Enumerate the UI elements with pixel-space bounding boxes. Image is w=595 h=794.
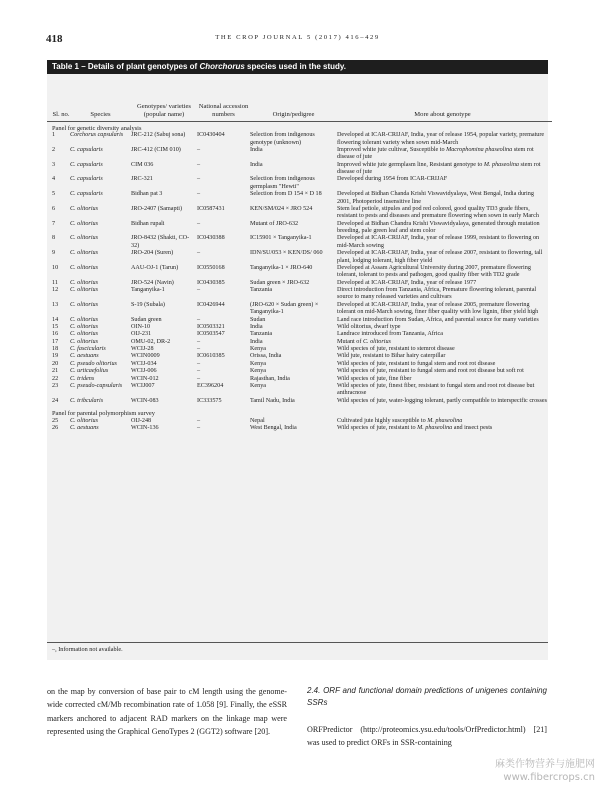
cell-origin: India bbox=[250, 161, 263, 168]
cell-genotype: JRO-204 (Suren) bbox=[131, 250, 174, 257]
genotype-table bbox=[47, 60, 548, 660]
table-header-row bbox=[47, 74, 552, 121]
cell-no: 6 bbox=[52, 205, 56, 212]
cell-no: 7 bbox=[52, 220, 56, 227]
cell-genotype: JRO-8432 (Shakti, CO-32) bbox=[131, 235, 190, 249]
cell-origin: Tamil Nadu, India bbox=[250, 397, 295, 404]
about-text: Improved white jute cultivar, Susceptible to bbox=[337, 146, 447, 153]
cell-accession: – bbox=[197, 375, 201, 382]
cell-genotype: JRC-412 (CIM 010) bbox=[131, 146, 181, 153]
about-italic: M. phaseolina bbox=[427, 417, 463, 424]
cell-no: 10 bbox=[52, 264, 59, 271]
cell-species: C. aestuans bbox=[70, 353, 99, 360]
cell-genotype: Tanganyika-1 bbox=[131, 287, 165, 294]
cell-no: 25 bbox=[52, 417, 59, 424]
table-row bbox=[47, 250, 552, 265]
cell-no: 9 bbox=[52, 250, 56, 257]
cell-genotype: JRO-524 (Navin) bbox=[131, 279, 174, 286]
cell-accession: – bbox=[197, 161, 201, 168]
cell-accession: – bbox=[197, 346, 201, 353]
about-italic: M. phaseolina bbox=[483, 161, 519, 168]
cell-about: Wild jute, resistant to Bihar hairy caterpillar bbox=[337, 353, 446, 360]
cell-species: C. olitorius bbox=[70, 205, 98, 212]
cell-about bbox=[337, 162, 552, 177]
cell-accession: IC0426944 bbox=[197, 301, 225, 308]
cell-genotype: S-19 (Subala) bbox=[131, 301, 165, 308]
cell-about: Developed at ICAR-CRIJAF, India, year of release 1999, resistant to flowering on mid-March sowing bbox=[337, 235, 540, 249]
cell-accession: IC0430404 bbox=[197, 132, 225, 139]
cell-accession: IC0550168 bbox=[197, 264, 225, 271]
cell-about: Developed at Bidhan Chandra Krishi Viswavidyalaya, generated through mutation breeding, pale green leaf and stem color bbox=[337, 220, 540, 235]
cell-about: Developed at Assam Agricultural University during 2007, premature flowering tolerant, tolerant to pests and pathogen, good quality fiber with TD2 grade bbox=[337, 264, 531, 279]
cell-origin: Tanganyika-1 × JRO-640 bbox=[250, 264, 313, 271]
cell-origin: Rajasthan, India bbox=[250, 375, 290, 382]
col-header-about: More about genotype bbox=[414, 110, 471, 118]
section-heading: 2.4. ORF and functional domain predictions of unigenes containing SSRs bbox=[307, 686, 547, 707]
cell-about: Wild species of jute, water-logging tolerant, partly compatible to interspecific crosses bbox=[337, 397, 548, 404]
table-row bbox=[47, 317, 552, 324]
page-number: 418 bbox=[46, 33, 63, 45]
cell-species: C. olitorius bbox=[70, 250, 98, 257]
table-row bbox=[47, 235, 552, 250]
table-row bbox=[47, 162, 552, 177]
cell-origin: Kenya bbox=[250, 346, 267, 353]
table-row bbox=[47, 206, 552, 221]
cell-species: C. olitorius bbox=[70, 331, 98, 338]
table-row bbox=[47, 287, 552, 302]
about-text: Improved white jute germplasm line, Resistant genotype to bbox=[337, 161, 484, 168]
about-text: stem rot disease of jute bbox=[337, 146, 534, 161]
cell-species: C. aestuans bbox=[70, 425, 99, 432]
table-row bbox=[47, 339, 552, 346]
cell-about: Developed during 1954 from ICAR-CRIJAF bbox=[337, 176, 448, 183]
cell-genotype: Bidhan rupali bbox=[131, 220, 165, 227]
table-row bbox=[47, 147, 552, 162]
cell-about: Developed at ICAR-CRIJAF, India, year of release 1954, popular variety, premature flowering tolerant variety when sown mid-March bbox=[337, 132, 545, 146]
cell-genotype: WCIN-083 bbox=[131, 397, 159, 404]
cell-species: C. olitorius bbox=[70, 338, 98, 345]
cell-species: Corchorus capsularis bbox=[70, 132, 124, 139]
table-footnote: –, Information not available. bbox=[52, 646, 123, 653]
table-row bbox=[47, 425, 552, 432]
cell-accession: – bbox=[197, 360, 201, 367]
col-header-accession: National accession numbers bbox=[198, 102, 249, 118]
table-row bbox=[47, 368, 552, 375]
cell-no: 13 bbox=[52, 301, 59, 308]
about-italic: Macrophomina phaseolina bbox=[446, 146, 513, 153]
cell-genotype: CIM 036 bbox=[131, 161, 154, 168]
cell-accession: – bbox=[197, 338, 201, 345]
cell-genotype: JRC-321 bbox=[131, 176, 153, 183]
cell-origin: Selection from indigenous genotype (unknown) bbox=[250, 132, 315, 146]
cell-no: 2 bbox=[52, 146, 56, 153]
table-row bbox=[47, 398, 552, 405]
cell-origin: Orissa, India bbox=[250, 353, 282, 360]
cell-genotype: Sudan green bbox=[131, 316, 162, 323]
cell-species: C. olitorius bbox=[70, 287, 98, 294]
cell-accession: IC0610385 bbox=[197, 353, 225, 360]
table-row bbox=[47, 132, 552, 147]
cell-species: C. capsularis bbox=[70, 176, 103, 183]
table-row bbox=[47, 191, 552, 206]
cell-origin: (JRO-620 × Sudan green) × Tanganyika-1 bbox=[250, 301, 319, 316]
cell-about: Direct introduction from Tanzania, Africa, Premature flowering tolerant, parental source to many released varieties and cultivars bbox=[337, 287, 537, 301]
cell-accession: IC0587431 bbox=[197, 205, 225, 212]
table-row bbox=[47, 176, 552, 191]
cell-accession: – bbox=[197, 316, 201, 323]
section-label: Panel for parental polymorphism survey bbox=[52, 410, 155, 418]
cell-no: 4 bbox=[52, 176, 56, 183]
cell-about: Wild species of jute, resistant to stemrot disease bbox=[337, 346, 455, 353]
body-paragraph: on the map by conversion of base pair to cM length using the genome-wide corrected cM/Mb recombination rate of 1.058 [9]. Finally, the eSSR markers anchored to adjacent RAD markers on the linkage map were represented using the Graphical GenoTypes 2 (GGT2) software [20]. bbox=[47, 687, 287, 737]
cell-genotype: OMU-02, DR-2 bbox=[131, 338, 171, 345]
cell-origin: Kenya bbox=[250, 360, 267, 367]
cell-about bbox=[337, 339, 552, 346]
cell-origin: Selection from D 154 × D 18 bbox=[250, 191, 322, 198]
cell-accession: – bbox=[197, 368, 201, 375]
cell-accession: – bbox=[197, 287, 201, 294]
cell-species: C. olitorius bbox=[70, 220, 98, 227]
cell-about: Wild species of jute, finest fiber, resistant to fungal stem and root rot disease but anthracnose bbox=[337, 382, 535, 397]
cell-species: C. olitorius bbox=[70, 279, 98, 286]
cell-origin: India bbox=[250, 323, 263, 330]
cell-origin: KEN/SM/024 × JRO 524 bbox=[250, 205, 313, 212]
cell-accession: IC0503547 bbox=[197, 331, 225, 338]
cell-species: C. olitorius bbox=[70, 301, 98, 308]
cell-no: 15 bbox=[52, 323, 59, 330]
table-row bbox=[47, 353, 552, 360]
table-row bbox=[47, 265, 552, 280]
cell-genotype: Bidhan pat 3 bbox=[131, 191, 163, 198]
table-row bbox=[47, 331, 552, 338]
cell-accession: EC396204 bbox=[197, 382, 224, 389]
cell-origin: Tanzania bbox=[250, 331, 273, 338]
cell-accession: – bbox=[197, 220, 201, 227]
cell-about: Developed at ICAR-CRIJAF, India, year of release 2007, resistant to flowering, tall plant, lodging tolerant, high fiber yield bbox=[337, 250, 543, 264]
cell-origin: India bbox=[250, 338, 263, 345]
cell-origin: Kenya bbox=[250, 382, 267, 389]
table-section-row bbox=[47, 121, 552, 132]
cell-species: C. olitorius bbox=[70, 417, 98, 424]
cell-accession: – bbox=[197, 250, 201, 257]
cell-about: Wild species of jute, resistant to fungal stem and root rot disease but soft rot bbox=[337, 368, 524, 375]
cell-origin: Sudan green × JRO-632 bbox=[250, 279, 310, 286]
cell-species: C. capsularis bbox=[70, 161, 103, 168]
about-text: Mutant of bbox=[337, 338, 363, 345]
cell-species: C. fascicularis bbox=[70, 346, 106, 353]
cell-about: Wild olitorius, dwarf type bbox=[337, 323, 401, 330]
cell-species: C. olitorius bbox=[70, 235, 98, 242]
cell-species: C. olitorius bbox=[70, 323, 98, 330]
cell-origin: West Bengal, India bbox=[250, 425, 297, 432]
cell-no: 11 bbox=[52, 279, 58, 286]
cell-origin: Kenya bbox=[250, 368, 267, 375]
cell-origin: Mutant of JRO-632 bbox=[250, 220, 299, 227]
body-right-column bbox=[307, 685, 547, 750]
cell-no: 19 bbox=[52, 353, 59, 360]
cell-no: 26 bbox=[52, 425, 59, 432]
cell-origin: IDN/SU/053 × KEN/DS/ 060 bbox=[250, 250, 323, 257]
table-title: Table 1 – Details of plant genotypes of Chorchorus species used in the study. bbox=[47, 60, 548, 74]
cell-about: Landrace introduced from Tanzania, Africa bbox=[337, 331, 444, 338]
about-italic: M. phaseolina bbox=[417, 425, 453, 432]
col-header-genotypes: Genotypes/ varieties (popular name) bbox=[136, 102, 191, 118]
cell-no: 18 bbox=[52, 346, 59, 353]
cell-accession: – bbox=[197, 417, 201, 424]
cell-origin: Tanzania bbox=[250, 287, 273, 294]
cell-about bbox=[337, 425, 552, 432]
cell-genotype: WCIJ007 bbox=[131, 382, 155, 389]
cell-no: 3 bbox=[52, 161, 56, 168]
cell-species: C. pseudo-capsularis bbox=[70, 382, 123, 389]
cell-species: C. olitorius bbox=[70, 264, 98, 271]
cell-accession: – bbox=[197, 176, 201, 183]
cell-genotype: OIJ-231 bbox=[131, 331, 152, 338]
cell-origin: Selection from indigenous germplasm "Hewti" bbox=[250, 176, 315, 190]
cell-species: C. olitorius bbox=[70, 316, 98, 323]
running-header bbox=[46, 33, 549, 47]
table-row bbox=[47, 346, 552, 353]
col-header-species: Species bbox=[90, 110, 111, 118]
body-left-column bbox=[47, 685, 287, 739]
cell-about: Land race introduction from Sudan, Africa, and parental source for many varieties bbox=[337, 316, 539, 323]
cell-genotype: OIJ-248 bbox=[131, 417, 152, 424]
cell-genotype: WCIJ-28 bbox=[131, 346, 154, 353]
cell-genotype: JRC-212 (Sabuj sona) bbox=[131, 132, 186, 139]
cell-genotype: AAU-OJ-1 (Tarun) bbox=[131, 264, 179, 271]
cell-accession: – bbox=[197, 425, 201, 432]
cell-accession: IC0430388 bbox=[197, 235, 225, 242]
cell-genotype: OIN-10 bbox=[131, 323, 151, 330]
cell-origin: IC15901 × Tanganyika-1 bbox=[250, 235, 312, 242]
cell-no: 14 bbox=[52, 316, 59, 323]
table-row bbox=[47, 302, 552, 317]
cell-accession: IC0503321 bbox=[197, 323, 225, 330]
cell-no: 1 bbox=[52, 132, 56, 139]
cell-no: 16 bbox=[52, 331, 59, 338]
cell-origin: Sudan bbox=[250, 316, 266, 323]
about-text: Wild species of jute, resistant to bbox=[337, 425, 418, 432]
cell-no: 8 bbox=[52, 235, 56, 242]
cell-species: C. tridens bbox=[70, 375, 95, 382]
table-row bbox=[47, 221, 552, 236]
cell-no: 21 bbox=[52, 368, 59, 375]
body-paragraph: ORFPredictor (http://proteomics.ysu.edu/tools/OrfPredictor.html) [21] was used to predict ORFs in SSR-containing bbox=[307, 725, 547, 748]
cell-species: C. urticaefolius bbox=[70, 368, 109, 375]
cell-genotype: WCIN-136 bbox=[131, 425, 159, 432]
cell-genotype: WCIN-012 bbox=[131, 375, 159, 382]
about-text: and insect pests bbox=[452, 425, 493, 432]
col-header-origin: Origin/pedigree bbox=[272, 110, 315, 118]
cell-accession: – bbox=[197, 191, 201, 198]
section-label: Panel for genetic diversity analysis bbox=[52, 124, 142, 132]
table-bottom-rule bbox=[47, 642, 548, 643]
cell-about: Developed at ICAR-CRIJAF, India, year of release 1977 bbox=[337, 279, 477, 286]
cell-genotype: WCIJ-006 bbox=[131, 368, 157, 375]
cell-accession: IC0430385 bbox=[197, 279, 225, 286]
table-row bbox=[47, 383, 552, 398]
cell-about: Wild species of jute, resistant to fungal stem and root rot disease bbox=[337, 360, 496, 367]
cell-about bbox=[337, 147, 552, 162]
cell-no: 17 bbox=[52, 338, 59, 345]
journal-title: THE CROP JOURNAL 5 (2017) 416–429 bbox=[215, 34, 380, 41]
cell-genotype: WCIJ-034 bbox=[131, 360, 157, 367]
col-header-no: Sl. no. bbox=[52, 110, 70, 118]
table-row bbox=[47, 324, 552, 331]
cell-accession: – bbox=[197, 146, 201, 153]
cell-no: 23 bbox=[52, 382, 59, 389]
about-text: Cultivated jute highly susceptible to bbox=[337, 417, 428, 424]
cell-no: 24 bbox=[52, 397, 59, 404]
cell-about: Developed at Bidhan Chanda Krishi Viswavidyalaya, West Bengal, India during 2001, Photoperiod insensitive line bbox=[337, 191, 534, 205]
about-italic: C. olitorius bbox=[362, 338, 391, 345]
table-row bbox=[47, 280, 552, 287]
cell-species: C. capsularis bbox=[70, 146, 103, 153]
cell-about: Stem leaf petiole, stipules and pod red colored, good quality TD3 grade fibers, resistant to pests and diseases and premature flowering when sown in early March bbox=[337, 205, 539, 220]
watermark: 麻类作物营养与施肥网 www.fibercrops.cn bbox=[495, 759, 595, 783]
cell-about: Developed at ICAR-CRIJAF, India, year of release 2005, premature flowering tolerant on mid-March sowing, finer fiber quality with low lignin, fiber yield high bbox=[337, 301, 539, 316]
cell-origin: India bbox=[250, 146, 263, 153]
about-text: stem rot disease of jute bbox=[337, 161, 541, 176]
cell-no: 22 bbox=[52, 375, 59, 382]
cell-origin: Nepal bbox=[250, 417, 265, 424]
cell-species: C. tribcularis bbox=[70, 397, 104, 404]
cell-no: 12 bbox=[52, 287, 59, 294]
cell-species: C. capsularis bbox=[70, 191, 103, 198]
cell-no: 20 bbox=[52, 360, 59, 367]
cell-genotype: WCIN0009 bbox=[131, 353, 160, 360]
table-section-row bbox=[47, 405, 552, 418]
cell-about: Wild species of jute, fine fiber bbox=[337, 375, 412, 382]
table-row bbox=[47, 376, 552, 383]
cell-species: C. pseudo olitorius bbox=[70, 360, 117, 367]
cell-genotype: JRO-2407 (Samapti) bbox=[131, 205, 182, 212]
cell-no: 5 bbox=[52, 191, 56, 198]
cell-accession: IC333575 bbox=[197, 397, 222, 404]
